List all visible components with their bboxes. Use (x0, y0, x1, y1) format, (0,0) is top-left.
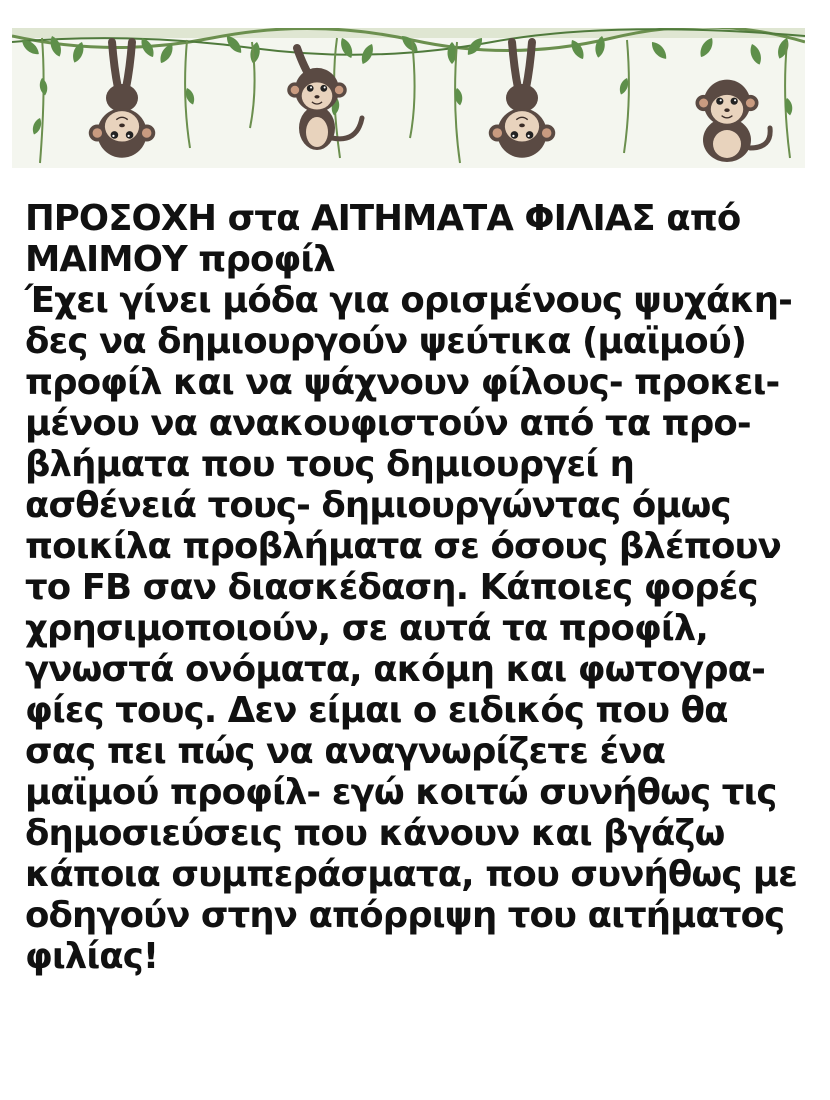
monkey-vine-illustration (12, 28, 805, 168)
monkey-banner (12, 28, 805, 168)
body-line: το FB σαν διασκέδαση. Κάποιες φορές (25, 567, 758, 608)
body-line: μένου να ανακουφιστούν από τα προ- (25, 403, 751, 444)
body-line: Έχει γίνει μόδα για ορισμένους ψυχάκη- (25, 280, 793, 321)
body-line: μαϊμού προφίλ- εγώ κοιτώ συνήθως τις (25, 772, 777, 813)
headline-line-2: ΜΑΙΜΟΥ προφίλ (25, 239, 335, 280)
body-line: ασθένειά τους- δημιουργώντας όμως (25, 485, 731, 526)
article-text (25, 198, 815, 977)
headline-line-1: ΠΡΟΣΟΧΗ στα ΑΙΤΗΜΑΤΑ ΦΙΛΙΑΣ από (25, 198, 741, 239)
monkey-4 (696, 80, 771, 162)
body-line: γνωστά ονόματα, ακόμη και φωτογρα- (25, 649, 765, 690)
body-line: ποικίλα προβλήματα σε όσους βλέπουν (25, 526, 781, 567)
body-line: φιλίας! (25, 936, 159, 977)
monkey-2 (287, 48, 362, 150)
body-line: προφίλ και να ψάχνουν φίλους- προκει- (25, 362, 780, 403)
monkey-3 (489, 42, 556, 158)
body-line: δες να δημιουργούν ψεύτικα (μαϊμού) (25, 321, 747, 362)
body-line: χρησιμοποιούν, σε αυτά τα προφίλ, (25, 608, 708, 649)
body-line: σας πει πώς να αναγνωρίζετε ένα (25, 731, 666, 772)
body-line: φίες τους. Δεν είμαι ο ειδικός που θα (25, 690, 728, 731)
monkey-1 (89, 42, 156, 158)
body-line: οδηγούν στην απόρριψη του αιτήματος (25, 895, 785, 936)
body-line: κάποια συμπεράσματα, που συνήθως με (25, 854, 797, 895)
body-line: βλήματα που τους δημιουργεί η (25, 444, 634, 485)
body-line: δημοσιεύσεις που κάνουν και βγάζω (25, 813, 725, 854)
